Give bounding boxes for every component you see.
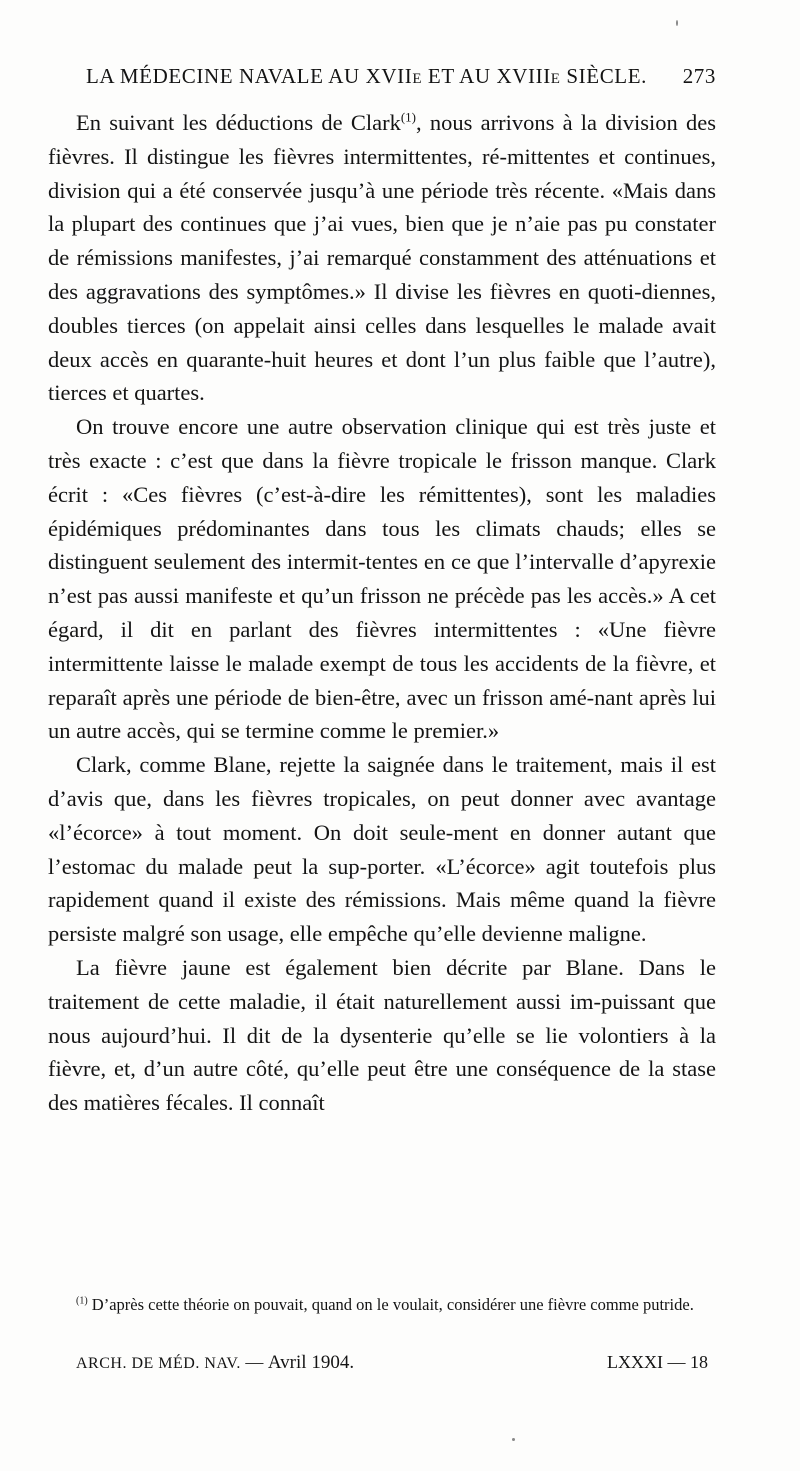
- footnote-marker: (1): [76, 1295, 88, 1307]
- scan-speck: [512, 1438, 515, 1441]
- page-number: 273: [682, 64, 716, 88]
- paragraph-1-start: En suivant les déductions de Clark: [76, 110, 401, 135]
- paragraph-4: La fièvre jaune est également bien décrite par Blane. Dans le traitement de cette maladie, il était naturellement aussi im-puissant que nous aujourd’hui. Il dit de la dysenterie qu’elle se lie volontiers à la fièvre, et, d’un autre côté, qu’elle peut être une conséquence de la stase des matières fécales. Il connaît: [48, 954, 716, 1116]
- running-title: LA MÉDECINE NAVALE AU XVIIe ET AU XVIIIe SIÈCLE.: [86, 64, 648, 88]
- page-footer: [76, 1352, 708, 1374]
- signature-mark: LXXXI — 18: [607, 1352, 708, 1372]
- paragraph-3: Clark, comme Blane, rejette la saignée dans le traitement, mais il est d’avis que, dans les fièvres tropicales, on peut donner avec avantage «l’écorce» à tout moment. On doit seule-ment en donner autant que l’estomac du malade peut la sup-porter. «L’écorce» agit toutefois plus rapidement quand il existe des rémissions. Mais même quand la fièvre persiste malgré son usage, elle empêche qu’elle devienne maligne.: [48, 752, 716, 947]
- journal-abbreviation: ARCH. DE MÉD. NAV.: [76, 1355, 241, 1372]
- footer-source-line: [76, 1352, 354, 1374]
- footnote-text: D’après cette théorie on pouvait, quand on le voulait, considérer une fièvre comme putride.: [91, 1295, 694, 1314]
- footnote-reference: (1): [400, 109, 417, 125]
- scan-speck: [676, 20, 678, 26]
- paragraph-1: [48, 106, 716, 410]
- body-text: [48, 106, 716, 1120]
- footnote: [48, 1292, 716, 1317]
- issue-date: Avril 1904.: [267, 1352, 355, 1373]
- footer-dash: —: [245, 1352, 264, 1372]
- running-head: [86, 64, 716, 89]
- paragraph-2: On trouve encore une autre observation clinique qui est très juste et très exacte : c’est que dans la fièvre tropicale le frisson manque. Clark écrit : «Ces fièvres (c’est-à-dire les rémittentes), sont les maladies épidémiques prédominantes dans tous les climats chauds; elles se distinguent seulement des intermit-tentes en ce que l’intervalle d’apyrexie n’est pas aussi manifeste et qu’un frisson ne précède pas les accès.» A cet égard, il dit en parlant des fièvres intermittentes : «Une fièvre intermittente laisse le malade exempt de tous les accidents de la fièvre, et reparaît après une période de bien-être, avec un frisson amé-nant après lui un autre accès, qui se termine comme le premier.»: [48, 414, 716, 744]
- paragraph-1-rest: , nous arrivons à la division des fièvres. Il distingue les fièvres intermittentes, ré-mittentes et continues, division qui a été conservée jusqu’à une période très récente. «Mais dans la plupart des continues que j’ai vues, bien que je n’aie pas pu constater de rémissions manifestes, j’ai remarqué constamment des atténuations et des aggravations des symptômes.» Il divise les fièvres en quoti-diennes, doubles tierces (on appelait ainsi celles dans lesquelles le malade avait deux accès en quarante-huit heures et dont l’un plus faible que l’autre), tierces et quartes.: [48, 110, 716, 406]
